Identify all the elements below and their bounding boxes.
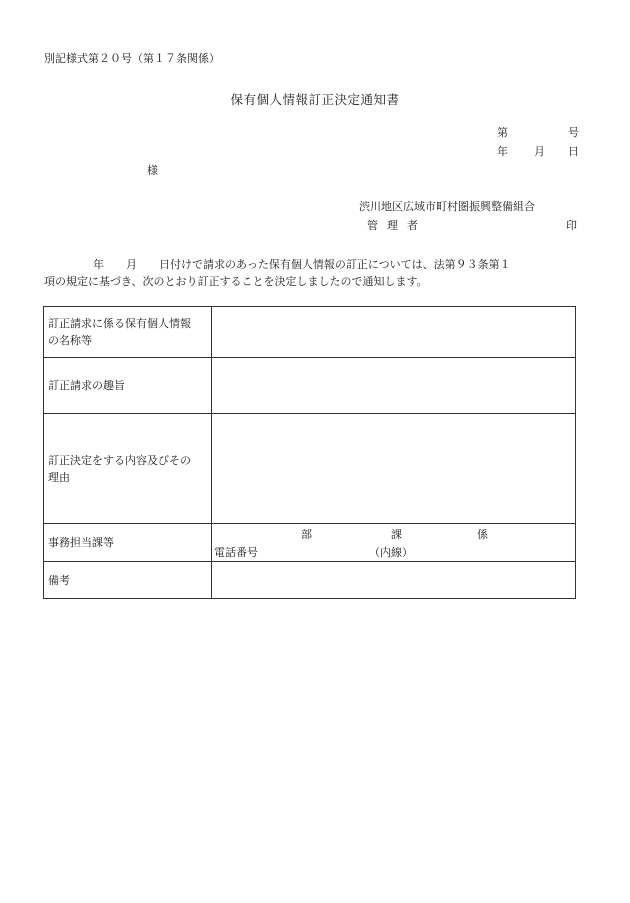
issuer-manager: 管理者 — [367, 219, 427, 232]
office-in-charge-field[interactable] — [212, 524, 576, 562]
phone-number-label: 電話番号 — [214, 546, 258, 559]
document-title: 保有個人情報訂正決定通知書 — [230, 92, 400, 107]
table-row — [44, 414, 576, 524]
info-name-label: 訂正請求に係る保有個人情報 の名称等 — [44, 307, 212, 358]
remarks-label: 備考 — [44, 562, 212, 599]
table-row — [44, 307, 576, 358]
table-row — [44, 524, 576, 562]
office-in-charge-label: 事務担当課等 — [44, 524, 212, 562]
doc-number-prefix: 第 — [497, 126, 508, 139]
request-purpose-field[interactable] — [212, 358, 576, 414]
issuer-organization: 渋川地区広域市町村圏振興整備組合 — [359, 200, 535, 213]
date-month-label: 月 — [534, 145, 545, 158]
notice-body-line-1: 年 月 日付けで請求のあった保有個人情報の訂正については、法第９３条第１ — [93, 258, 511, 271]
info-name-field[interactable] — [212, 307, 576, 358]
seal-mark: 印 — [566, 219, 577, 232]
date-day-label: 日 — [568, 145, 579, 158]
request-purpose-label: 訂正請求の趣旨 — [44, 358, 212, 414]
unit-label: 係 — [477, 528, 488, 541]
addressee-honorific: 様 — [147, 164, 158, 177]
table-row — [44, 358, 576, 414]
decision-content-label: 訂正決定をする内容及びその 理由 — [44, 414, 212, 524]
table-row — [44, 562, 576, 599]
correction-details-table — [43, 306, 576, 599]
form-number: 別記様式第２０号（第１７条関係） — [44, 52, 220, 65]
notice-body-line-2: 項の規定に基づき、次のとおり訂正することを決定しましたので通知します。 — [44, 275, 428, 288]
notice-body — [44, 256, 584, 290]
department-label: 部 — [301, 528, 312, 541]
decision-content-field[interactable] — [212, 414, 576, 524]
extension-label: （内線） — [369, 546, 413, 559]
doc-number-suffix: 号 — [568, 126, 579, 139]
section-label: 課 — [391, 528, 402, 541]
date-year-label: 年 — [497, 145, 508, 158]
remarks-field[interactable] — [212, 562, 576, 599]
